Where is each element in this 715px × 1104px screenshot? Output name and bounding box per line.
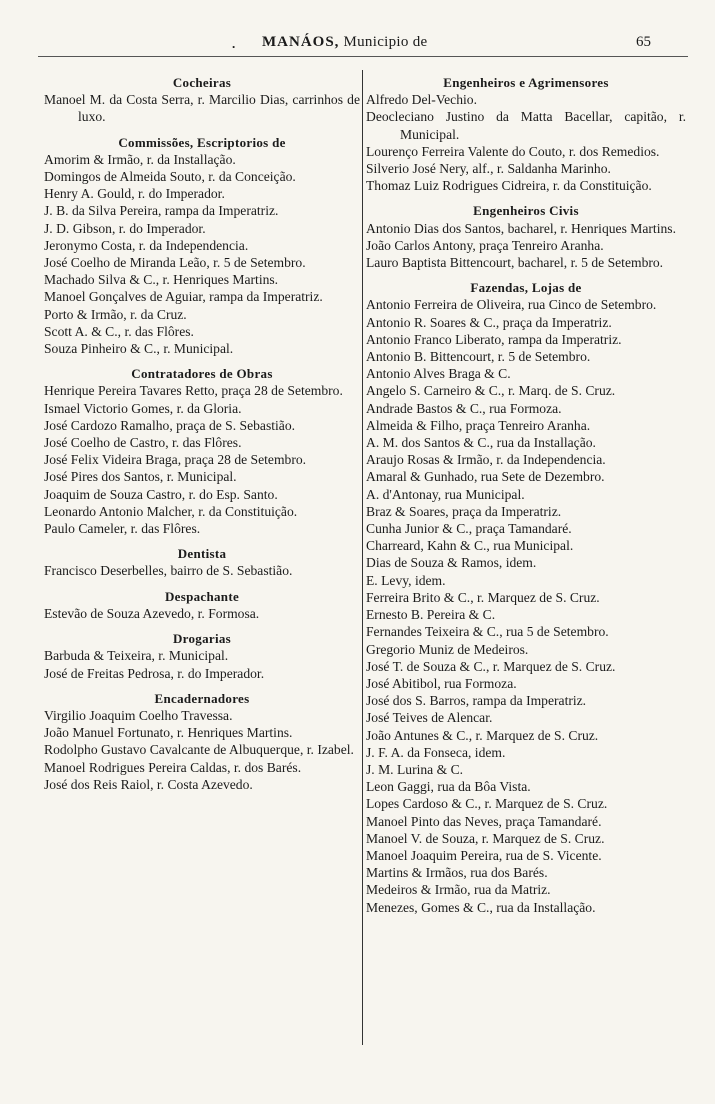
directory-entry: Estevão de Souza Azevedo, r. Formosa.: [44, 605, 260, 621]
directory-entry: Ferreira Brito & C., r. Marquez de S. Cruz.: [366, 589, 600, 605]
directory-entry: Antonio Ferreira de Oliveira, rua Cinco de Setembro.: [366, 297, 657, 313]
directory-entry: A. d'Antonay, rua Municipal.: [366, 486, 525, 502]
directory-entry: Martins & Irmãos, rua dos Barés.: [366, 865, 548, 881]
directory-entry: José dos Reis Raiol, r. Costa Azevedo.: [44, 776, 253, 792]
directory-entry: Domingos de Almeida Souto, r. da Conceição.: [44, 169, 296, 185]
directory-entry: Henrique Pereira Tavares Retto, praça 28 de Setembro.: [44, 383, 343, 399]
header-marker: .: [232, 36, 236, 51]
directory-entry: Amaral & Gunhado, rua Sete de Dezembro.: [366, 469, 605, 485]
directory-entry: Manoel Joaquim Pereira, rua de S. Vicente.: [366, 847, 602, 863]
directory-entry: Braz & Soares, praça da Imperatriz.: [366, 503, 562, 519]
directory-entry: José Felix Videira Braga, praça 28 de Setembro.: [44, 452, 307, 468]
directory-entry: José Pires dos Santos, r. Municipal.: [44, 469, 237, 485]
directory-entry: Manoel M. da Costa Serra, r. Marcilio Dias, carrinhos de luxo.: [44, 92, 360, 125]
directory-entry: A. M. dos Santos & C., rua da Installação.: [366, 435, 596, 451]
section-heading: Drogarias: [172, 631, 232, 647]
directory-entry: José T. de Souza & C., r. Marquez de S. Cruz.: [366, 658, 616, 674]
directory-entry: Angelo S. Carneiro & C., r. Marq. de S. Cruz.: [366, 383, 616, 399]
directory-entry: Manoel Rodrigues Pereira Caldas, r. dos Barés.: [44, 759, 302, 775]
directory-entry: J. F. A. da Fonseca, idem.: [366, 744, 506, 760]
section-heading: Despachante: [164, 588, 240, 604]
directory-entry: Antonio Alves Braga & C.: [366, 366, 511, 382]
section-heading: Fazendas, Lojas de: [470, 280, 582, 296]
directory-entry: E. Levy, idem.: [366, 572, 446, 588]
directory-entry: Araujo Rosas & Irmão, r. da Independencia.: [366, 452, 606, 468]
directory-entry: Antonio B. Bittencourt, r. 5 de Setembro.: [366, 349, 591, 365]
directory-entry: Andrade Bastos & C., rua Formoza.: [366, 400, 562, 416]
directory-entry: Menezes, Gomes & C., rua da Installação.: [366, 899, 596, 915]
directory-entry: Antonio Dias dos Santos, bacharel, r. Henriques Martins.: [366, 220, 676, 236]
directory-entry: Antonio Franco Liberato, rampa da Imperatriz.: [366, 331, 622, 347]
directory-entry: Silverio José Nery, alf., r. Saldanha Marinho.: [366, 161, 611, 177]
directory-entry: Paulo Cameler, r. das Flôres.: [44, 521, 201, 537]
directory-entry: Deocleciano Justino da Matta Bacellar, capitão, r. Municipal.: [366, 109, 686, 142]
directory-entry: Leonardo Antonio Malcher, r. da Constituição.: [44, 503, 298, 519]
directory-entry: Lauro Baptista Bittencourt, bacharel, r. 5 de Setembro.: [366, 255, 664, 271]
directory-entry: Charreard, Kahn & C., rua Municipal.: [366, 538, 574, 554]
directory-entry: José Coelho de Castro, r. das Flôres.: [44, 435, 242, 451]
directory-entry: João Antunes & C., r. Marquez de S. Cruz.: [366, 727, 599, 743]
directory-entry: Rodolpho Gustavo Cavalcante de Albuquerque, r. Izabel.: [44, 742, 354, 758]
directory-entry: Virgilio Joaquim Coelho Travessa.: [44, 707, 233, 723]
page-header: [0, 30, 715, 54]
directory-entry: José dos S. Barros, rampa da Imperatriz.: [366, 693, 587, 709]
directory-entry: Lopes Cardoso & C., r. Marquez de S. Cruz.: [366, 796, 608, 812]
directory-entry: Francisco Deserbelles, bairro de S. Sebastião.: [44, 563, 293, 579]
header-rule: [38, 56, 688, 57]
directory-entry: Leon Gaggi, rua da Bôa Vista.: [366, 779, 531, 795]
directory-entry: Joaquim de Souza Castro, r. do Esp. Santo.: [44, 486, 278, 502]
directory-entry: J. M. Lurina & C.: [366, 761, 464, 777]
directory-entry: Fernandes Teixeira & C., rua 5 de Setembro.: [366, 624, 609, 640]
directory-entry: Gregorio Muniz de Medeiros.: [366, 641, 529, 657]
left-column: [44, 74, 360, 793]
directory-entry: José Cardozo Ramalho, praça de S. Sebastião.: [44, 417, 296, 433]
directory-entry: Henry A. Gould, r. do Imperador.: [44, 186, 225, 202]
directory-entry: Jeronymo Costa, r. da Independencia.: [44, 237, 249, 253]
directory-entry: Scott A. & C., r. das Flôres.: [44, 323, 194, 339]
city-name: MANÁOS,: [262, 34, 340, 50]
directory-entry: José Coelho de Miranda Leão, r. 5 de Setembro.: [44, 255, 306, 271]
section-heading: Cocheiras: [172, 75, 232, 90]
directory-entry: J. B. da Silva Pereira, rampa da Imperatriz.: [44, 203, 279, 219]
directory-entry: Souza Pinheiro & C., r. Municipal.: [44, 341, 234, 357]
section-heading: Engenheiros e Agrimensores: [443, 75, 609, 90]
directory-entry: Porto & Irmão, r. da Cruz.: [44, 306, 187, 322]
directory-entry: Alfredo Del-Vechio.: [366, 92, 477, 108]
page-title: [262, 34, 428, 51]
directory-entry: J. D. Gibson, r. do Imperador.: [44, 220, 206, 236]
directory-entry: Medeiros & Irmão, rua da Matriz.: [366, 882, 551, 898]
directory-entry: Manoel Gonçalves de Aguiar, rampa da Imperatriz.: [44, 289, 323, 305]
directory-entry: Manoel V. de Souza, r. Marquez de S. Cruz.: [366, 830, 605, 846]
section-heading: Encadernadores: [154, 690, 250, 706]
directory-entry: Amorim & Irmão, r. da Installação.: [44, 151, 236, 167]
section-heading: Commissões, Escriptorios de: [118, 134, 286, 150]
directory-entry: Ernesto B. Pereira & C.: [366, 607, 496, 623]
directory-entry: José de Freitas Pedrosa, r. do Imperador.: [44, 665, 265, 681]
directory-entry: Cunha Junior & C., praça Tamandaré.: [366, 521, 572, 537]
page-number: 65: [636, 34, 651, 50]
directory-entry: José Teives de Alencar.: [366, 710, 493, 726]
directory-entry: João Manuel Fortunato, r. Henriques Martins.: [44, 725, 293, 741]
right-column: [366, 74, 686, 916]
directory-entry: Dias de Souza & Ramos, idem.: [366, 555, 537, 571]
directory-entry: Ismael Victorio Gomes, r. da Gloria.: [44, 400, 242, 416]
directory-entry: Almeida & Filho, praça Tenreiro Aranha.: [366, 417, 591, 433]
section-heading: Dentista: [177, 546, 227, 562]
directory-entry: Barbuda & Teixeira, r. Municipal.: [44, 648, 229, 664]
directory-entry: Antonio R. Soares & C., praça da Imperatriz.: [366, 314, 612, 330]
directory-entry: Thomaz Luiz Rodrigues Cidreira, r. da Constituição.: [366, 178, 652, 194]
directory-entry: José Abitibol, rua Formoza.: [366, 675, 517, 691]
section-heading: Engenheiros Civis: [473, 203, 579, 219]
directory-entry: João Carlos Antony, praça Tenreiro Aranha.: [366, 237, 604, 253]
page-subtitle: Municipio de: [343, 34, 428, 50]
directory-entry: Lourenço Ferreira Valente do Couto, r. dos Remedios.: [366, 143, 660, 159]
directory-entry: Machado Silva & C., r. Henriques Martins.: [44, 272, 279, 288]
column-divider: [362, 70, 363, 1045]
section-heading: Contratadores de Obras: [131, 366, 273, 382]
directory-entry: Manoel Pinto das Neves, praça Tamandaré.: [366, 813, 602, 829]
